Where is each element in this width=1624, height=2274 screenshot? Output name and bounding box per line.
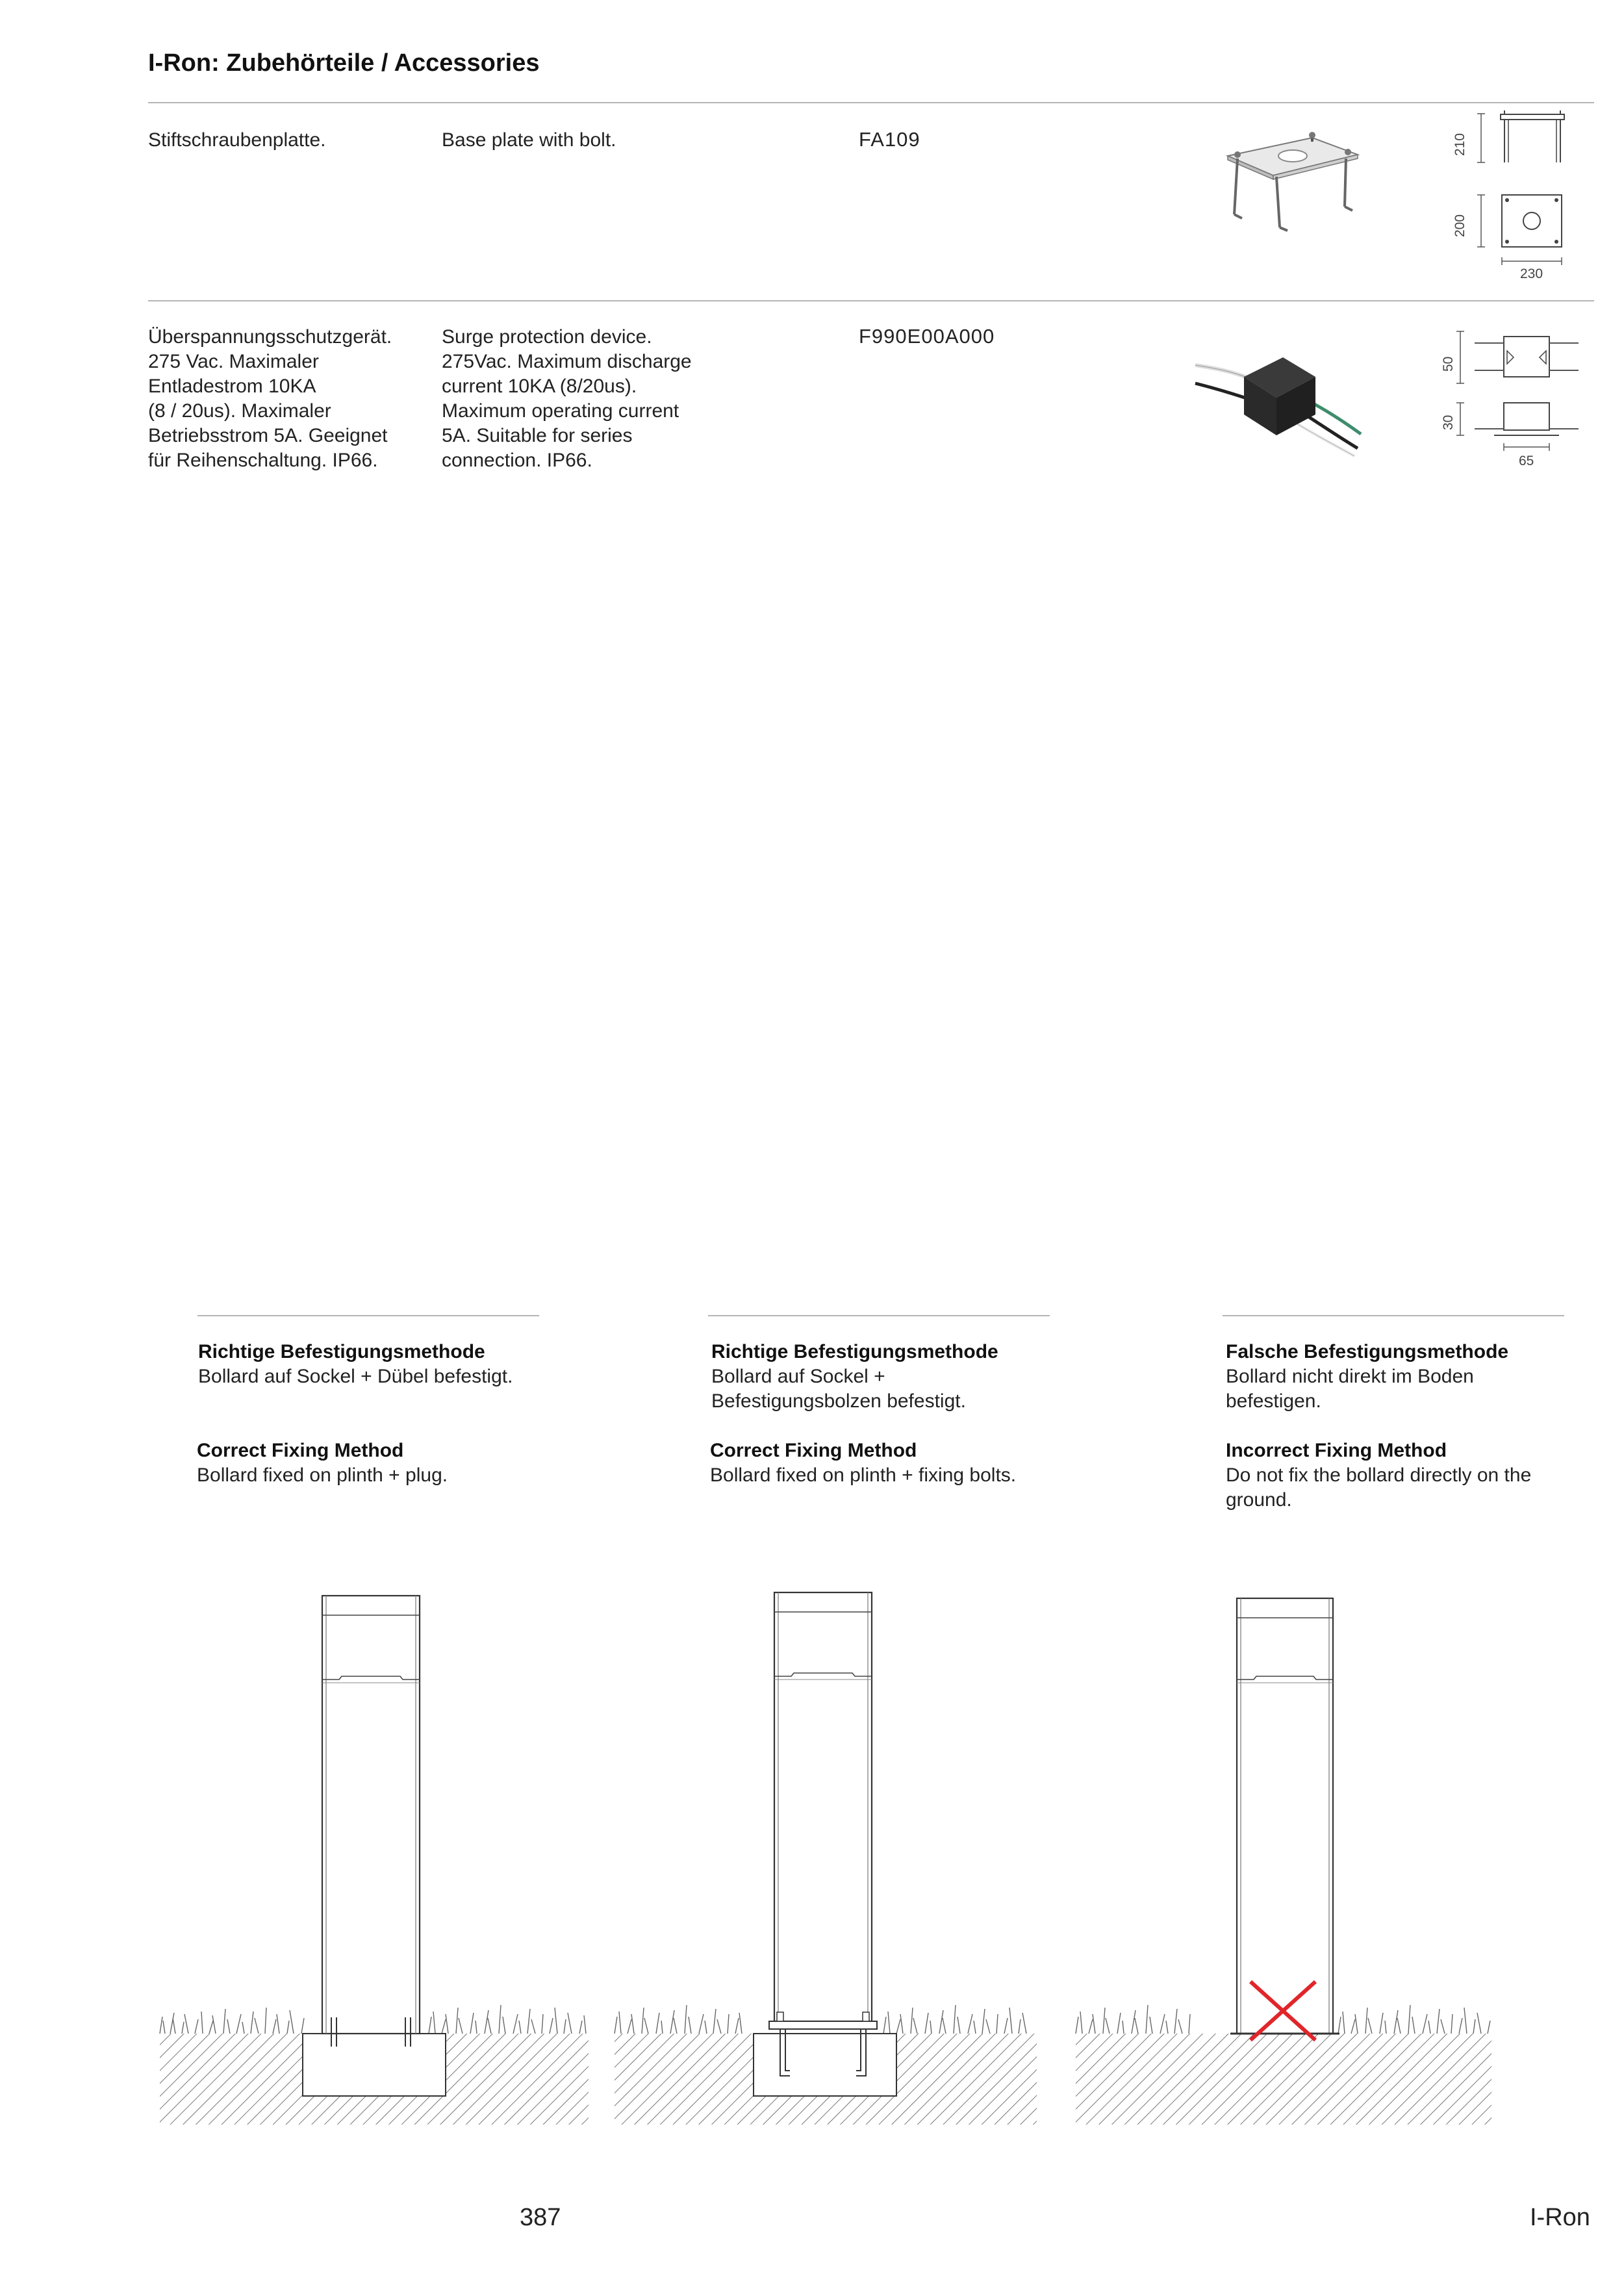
- fixing-text-en: Do not fix the bollard directly on the ground.: [1226, 1464, 1532, 1511]
- product-code: FA109: [859, 128, 920, 151]
- fixing-divider: [708, 1315, 1050, 1316]
- fixing-divider: [1223, 1315, 1564, 1316]
- fixing-text-en: Bollard fixed on plinth + plug.: [197, 1464, 448, 1486]
- page-title: I-Ron: Zubehörteile / Accessories: [148, 49, 540, 77]
- product-divider: [148, 300, 1594, 301]
- base-plate-technical-drawing: [1468, 110, 1572, 279]
- fixing-text-en: Bollard fixed on plinth + fixing bolts.: [710, 1464, 1017, 1486]
- fixing-heading-de: Richtige Befestigungsmethode: [198, 1341, 485, 1362]
- product-description-en: Surge protection device. 275Vac. Maximum discharge current 10KA (8/20us). Maximum operating current 5A. Suitable for series connection. IP66.: [442, 326, 692, 471]
- fixing-heading-en: Correct Fixing Method: [197, 1440, 404, 1461]
- surge-protection-device-photo: [1195, 338, 1371, 461]
- fixing-text-de: Bollard auf Sockel + Dübel befestigt.: [198, 1366, 513, 1387]
- fixing-heading-en: Incorrect Fixing Method: [1226, 1440, 1447, 1461]
- product-code: F990E00A000: [859, 325, 995, 348]
- page-number: 387: [520, 2204, 561, 2231]
- fixing-heading-de: Falsche Befestigungsmethode: [1226, 1341, 1509, 1362]
- dimension-depth: 200: [1453, 214, 1467, 237]
- dimension-width: 230: [1520, 266, 1543, 281]
- product-description-de: Stiftschraubenplatte.: [148, 129, 326, 151]
- product-description-en: Base plate with bolt.: [442, 129, 616, 151]
- bollard-plinth-bolts-illustration: [611, 1582, 1052, 2131]
- fixing-heading-en: Correct Fixing Method: [710, 1440, 917, 1461]
- series-name: I-Ron: [1530, 2204, 1590, 2231]
- base-plate-with-bolt-photo: [1208, 130, 1377, 234]
- bollard-plinth-plug-illustration: [156, 1585, 598, 2131]
- bollard-direct-ground-illustration: [1072, 1585, 1501, 2131]
- dimension-depth: 30: [1441, 415, 1456, 430]
- product-description-de: Überspannungsschutzgerät. 275 Vac. Maximaler Entladestrom 10KA (8 / 20us). Maximaler Betriebsstrom 5A. Geeignet für Reihenschaltung. IP66.: [148, 326, 392, 471]
- dimension-height: 50: [1441, 356, 1456, 372]
- fixing-heading-de: Richtige Befestigungsmethode: [711, 1341, 998, 1362]
- fixing-text-de: Bollard nicht direkt im Boden befestigen.: [1226, 1366, 1474, 1412]
- fixing-divider: [197, 1315, 539, 1316]
- header-divider: [148, 102, 1594, 103]
- fixing-text-de: Bollard auf Sockel + Befestigungsbolzen befestigt.: [711, 1366, 966, 1412]
- dimension-width: 65: [1519, 454, 1534, 468]
- dimension-height: 210: [1453, 133, 1467, 156]
- surge-protection-technical-drawing: [1442, 325, 1585, 455]
